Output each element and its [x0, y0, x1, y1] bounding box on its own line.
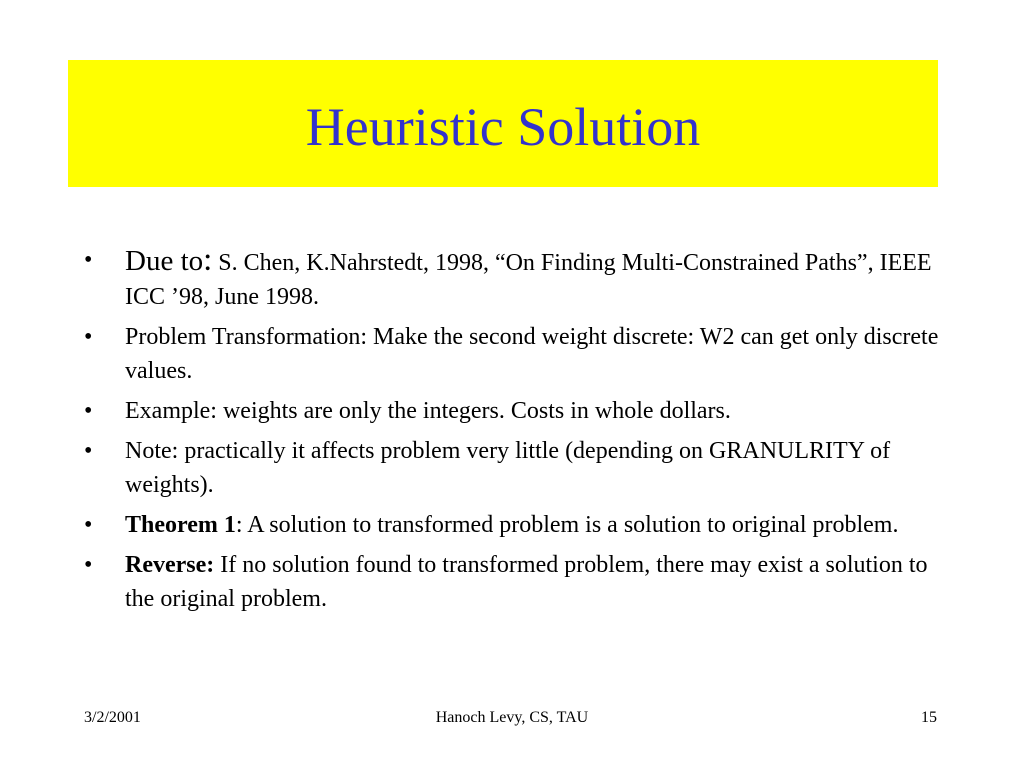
bullet-lead-colon: : [203, 242, 213, 278]
title-banner [68, 60, 938, 187]
bullet-item-due-to [84, 243, 954, 314]
bullet-text: Example: weights are only the integers. Costs in whole dollars. [125, 398, 731, 424]
bullet-item-example [84, 394, 954, 428]
bullet-icon: • [84, 512, 93, 538]
bullet-text: : A solution to transformed problem is a solution to original problem. [235, 512, 899, 538]
bullet-item-problem-transformation [84, 320, 954, 388]
bullet-text: S. Chen, K.Nahrstedt, 1998, “On Finding Multi-Constrained Paths”, IEEE ICC ’98, June 1998. [125, 250, 932, 310]
bullet-item-theorem [84, 508, 954, 542]
bullet-text: If no solution found to transformed problem, there may exist a solution to the original problem. [125, 552, 928, 612]
footer-author: Hanoch Levy, CS, TAU [435, 709, 589, 726]
bullet-text: Note: practically it affects problem very little (depending on GRANULRITY of weights). [125, 438, 891, 498]
bullet-list [84, 243, 954, 622]
bullet-icon: • [84, 324, 93, 350]
bullet-bold-lead: Theorem 1 [125, 512, 236, 538]
bullet-icon: • [84, 398, 93, 424]
bullet-icon: • [84, 438, 93, 464]
footer-page-number: 15 [921, 709, 937, 726]
bullet-bold-lead: Reverse: [125, 552, 215, 578]
bullet-item-note [84, 434, 954, 502]
slide-title: Heuristic Solution [305, 96, 701, 157]
bullet-lead: Due to [125, 245, 204, 277]
bullet-text: Problem Transformation: Make the second weight discrete: W2 can get only discrete values. [125, 324, 939, 384]
bullet-icon: • [84, 247, 93, 273]
bullet-icon: • [84, 552, 93, 578]
bullet-item-reverse [84, 548, 954, 616]
footer-date: 3/2/2001 [84, 709, 141, 726]
